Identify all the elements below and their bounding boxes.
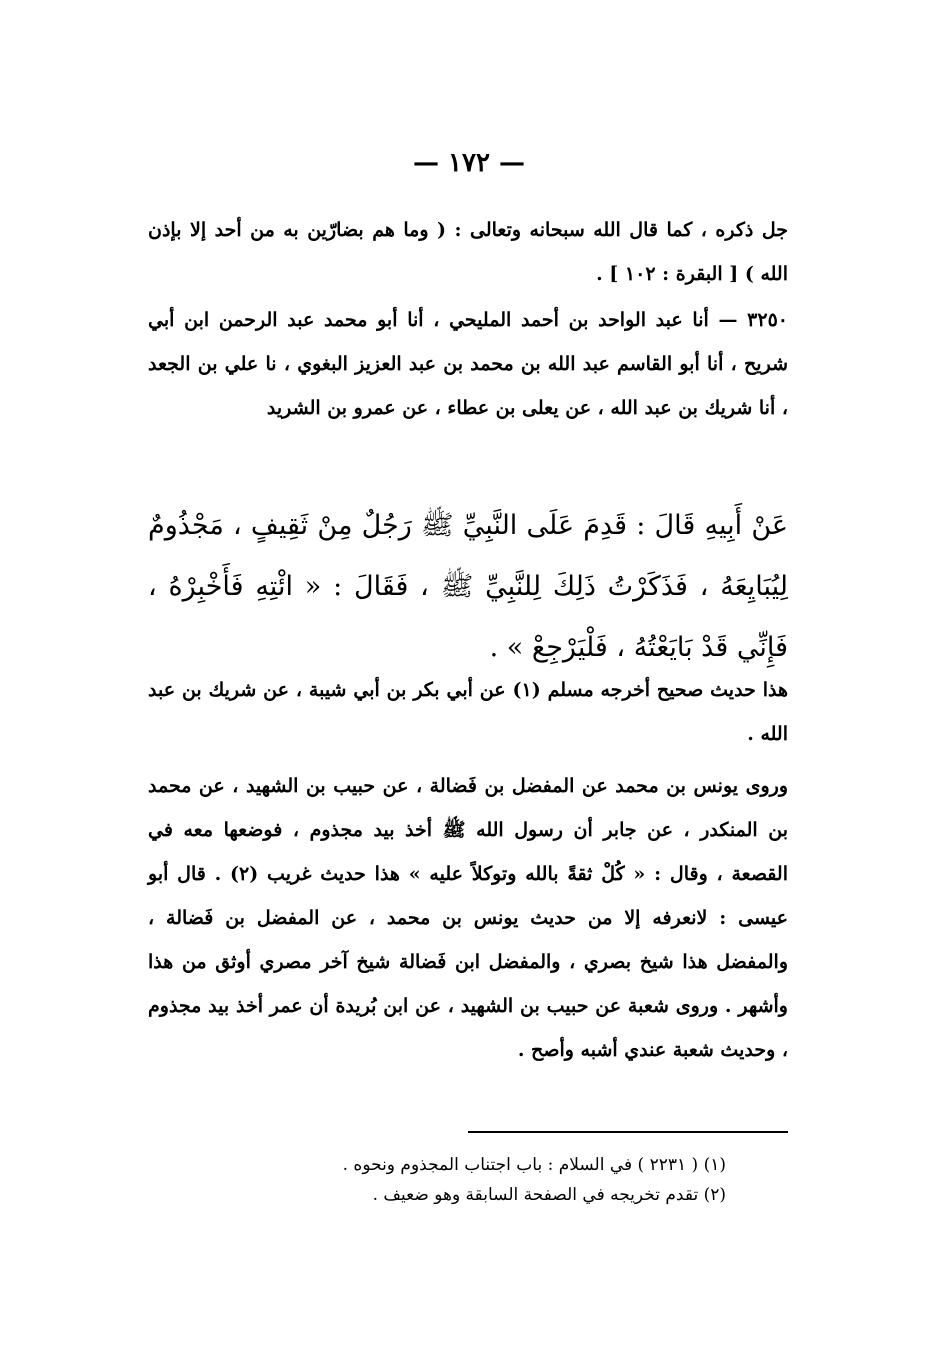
page-number: — ١٧٢ — bbox=[412, 148, 526, 178]
footnote-1: (١) ( ٢٢٣١ ) في السلام : باب اجتناب المجذوم ونحوه . bbox=[342, 1155, 726, 1175]
commentary-paragraph-2: وروى يونس بن محمد عن المفضل بن فَضالة ، عن حبيب بن الشهيد ، عن محمد بن المنكدر ، عن جابر أن رسول الله ﷺ أخذ بيد مجذوم ، فوضعها معه في القصعة ، وقال : « كُلْ ثقةً بالله وتوكلاً عليه » هذا حديث غريب (٢) . قال أبو عيسى : لانعرفه إلا من حديث يونس بن محمد ، عن المفضل بن فَضالة ، والمفضل هذا شيخ بصري ، والمفضل ابن فَضالة شيخ آخر مصري أوثق من هذا وأشهر . وروى شعبة عن حبيب بن الشهيد ، عن ابن بُريدة أن عمر أخذ بيد مجذوم ، وحديث شعبة عندي أشبه وأصح . bbox=[148, 775, 788, 1061]
footnote-2: (٢) تقدم تخريجه في الصفحة السابقة وهو ضعيف . bbox=[372, 1185, 726, 1205]
verse-paragraph: جل ذكره ، كما قال الله سبحانه وتعالى : ( وما هم بضارّين به من أحد إلا بإذن الله ) [ البقرة : ١٠٢ ] . bbox=[148, 219, 788, 285]
footnotes bbox=[166, 1150, 726, 1210]
isnad-paragraph: ٣٢٥٠ — أنا عبد الواحد بن أحمد المليحي ، أنا أبو محمد عبد الرحمن ابن أبي شريح ، أنا أبو القاسم عبد الله بن محمد بن عبد العزيز البغوي ، نا علي بن الجعد ، أنا شريك بن عبد الله ، عن يعلى بن عطاء ، عن عمرو بن الشريد bbox=[148, 309, 788, 419]
hadith-text: عَنْ أَبِيهِ قَالَ : قَدِمَ عَلَى النَّبِيِّ ﷺ رَجُلٌ مِنْ ثَقِيفٍ ، مَجْذُومٌ لِيُبَايِعَهُ ، فَذَكَرْتُ ذَلِكَ لِلنَّبِيِّ ﷺ ، فَقَالَ : « ائْتِهِ فَأَخْبِرْهُ ، فَإِنِّي قَدْ بَايَعْتُهُ ، فَلْيَرْجِعْ » . bbox=[148, 510, 788, 663]
footnote-divider bbox=[468, 1131, 788, 1133]
commentary-paragraph-1: هذا حديث صحيح أخرجه مسلم (١) عن أبي بكر بن أبي شيبة ، عن شريك بن عبد الله . bbox=[148, 679, 788, 745]
